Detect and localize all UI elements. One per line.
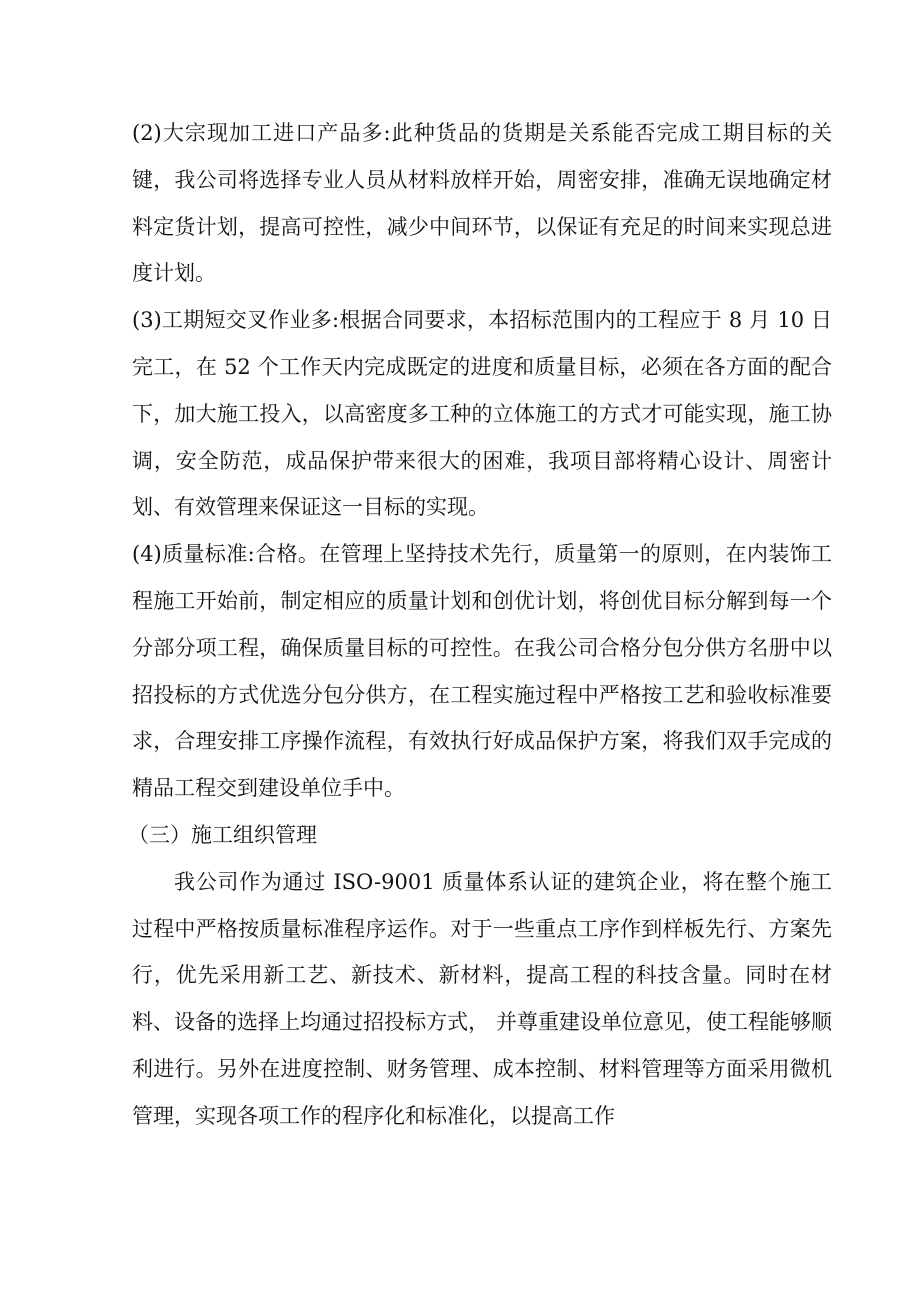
paragraph-item-3: (3)工期短交叉作业多:根据合同要求，本招标范围内的工程应于 8 月 10 日完工，在 52 个工作天内完成既定的进度和质量目标，必须在各方面的配合下，加大施工投入，以高密度多工种的立体施工的方式才可能实现，施工协调，安全防范，成品保护带来很大的困难，我项目部将精心设计、周密计划、有效管理来保证这一目标的实现。 (132, 308, 832, 520)
section-body-paragraph: 我公司作为通过 ISO-9001 质量体系认证的建筑企业，将在整个施工过程中严格按质量标准程序运作。对于一些重点工序作到样板先行、方案先行，优先采用新工艺、新技术、新材料，提高工程的科技含量。同时在材料、设备的选择上均通过招投标方式， 并尊重建设单位意见，使工程能够顺利进行。另外在进度控制、财务管理、成本控制、材料管理等方面采用微机管理，实现各项工作的程序化和标准化，以提高工作 (132, 869, 832, 1128)
document-body (128, 110, 832, 1140)
section-heading: （三）施工组织管理 (128, 822, 317, 847)
paragraph-item-2: (2)大宗现加工进口产品多:此种货品的货期是关系能否完成工期目标的关键，我公司将选择专业人员从材料放样开始，周密安排，准确无误地确定材料定货计划，提高可控性，减少中间环节，以保证有充足的时间来实现总进度计划。 (132, 121, 832, 286)
paragraph-item-4: (4)质量标准:合格。在管理上坚持技术先行，质量第一的原则，在内装饰工程施工开始前，制定相应的质量计划和创优计划，将创优目标分解到每一个分部分项工程，确保质量目标的可控性。在我公司合格分包分供方名册中以招投标的方式优选分包分供方，在工程实施过程中严格按工艺和验收标准要求，合理安排工序操作流程，有效执行好成品保护方案，将我们双手完成的精品工程交到建设单位手中。 (132, 542, 832, 801)
